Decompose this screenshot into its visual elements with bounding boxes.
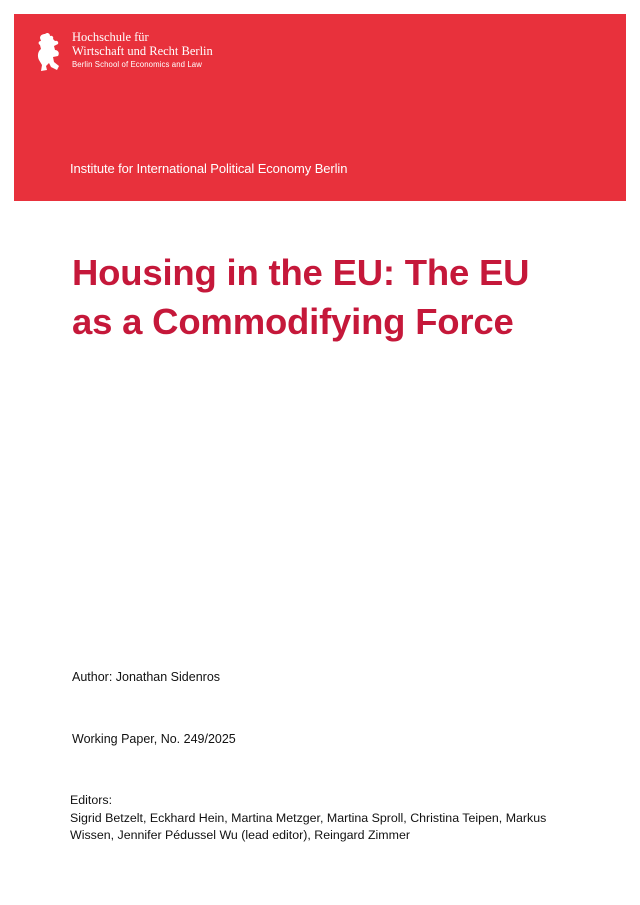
editors-names: Sigrid Betzelt, Eckhard Hein, Martina Metzger, Martina Sproll, Christina Teipen, Markus Wissen, Jennifer Pédussel Wu (lead editor), Reingard Zimmer: [70, 810, 547, 842]
paper-title: [72, 248, 592, 346]
editors-label: Editors:: [70, 793, 113, 807]
bear-logo-icon: [36, 32, 62, 72]
university-name-line2: Wirtschaft und Recht Berlin: [72, 44, 213, 58]
university-name-english: Berlin School of Economics and Law: [72, 60, 202, 69]
header-banner: [14, 14, 626, 201]
institute-name: Institute for International Political Economy Berlin: [70, 161, 348, 176]
university-name: [72, 30, 213, 72]
author-line: Author: Jonathan Sidenros: [72, 670, 221, 684]
working-paper-number: Working Paper, No. 249/2025: [72, 732, 236, 746]
university-name-line1: Hochschule für: [72, 30, 149, 44]
editors-block: [70, 792, 590, 845]
paper-title-line2: as a Commodifying Force: [72, 301, 514, 342]
paper-title-line1: Housing in the EU: The EU: [72, 252, 530, 293]
